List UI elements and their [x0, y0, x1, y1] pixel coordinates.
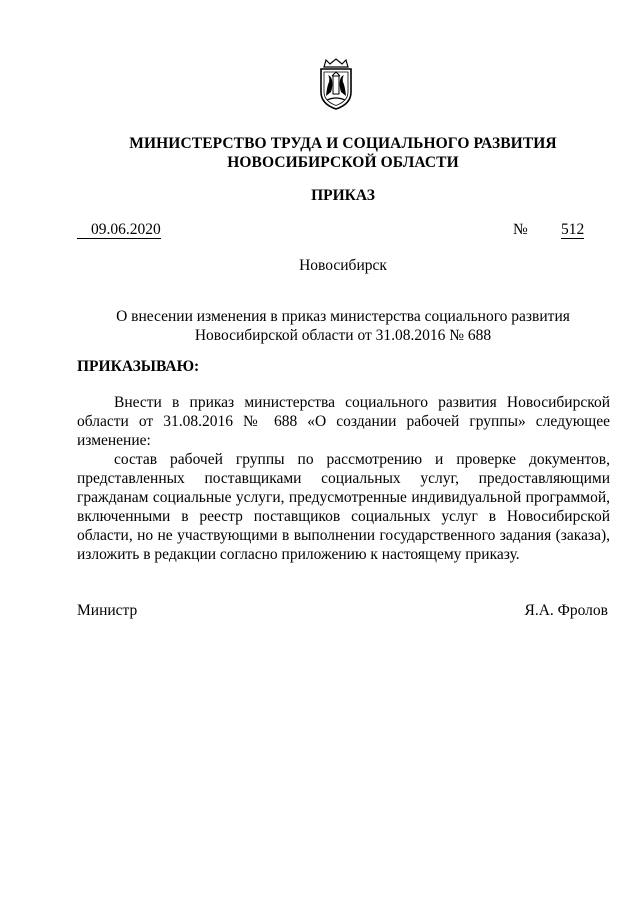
subject-line-1: О внесении изменения в приказ министерства социального развития: [116, 308, 570, 325]
body-paragraph-1: Внести в приказ министерства социального развития Новосибирской области от 31.08.2016 № 688 «О создании рабочей группы» следующее изменение:: [77, 394, 610, 449]
signatory-title: Министр: [77, 602, 138, 619]
ministry-line-2: НОВОСИБИРСКОЙ ОБЛАСТИ: [227, 154, 459, 171]
order-number: 512: [561, 221, 585, 238]
signatory-name: Я.А. Фролов: [524, 602, 608, 619]
order-body: [77, 393, 610, 564]
coat-of-arms-icon: [315, 58, 357, 110]
ministry-line-1: МИНИСТЕРСТВО ТРУДА И СОЦИАЛЬНОГО РАЗВИТИЯ: [129, 135, 557, 152]
body-paragraph-2: состав рабочей группы по рассмотрению и проверке документов, представленных поставщиками социальных услуг, предоставляющими гражданам социальные услуги, предусмотренные индивидуальной программой, включенными в реестр поставщиков социальных услуг в Новосибирской области, но не участвующими в выполнении государственного задания (заказа), изложить в редакции согласно приложению к настоящему приказу.: [77, 451, 610, 563]
order-word: ПРИКАЗЫВАЮ:: [77, 358, 200, 375]
order-date: 09.06.2020: [77, 221, 161, 239]
city: Новосибирск: [299, 257, 387, 274]
number-label: №: [513, 221, 528, 238]
subject-line-2: Новосибирской области от 31.08.2016 № 688: [194, 327, 492, 344]
document-type: ПРИКАЗ: [311, 187, 375, 204]
ministry-name: [60, 134, 626, 172]
order-subject: [60, 307, 626, 345]
